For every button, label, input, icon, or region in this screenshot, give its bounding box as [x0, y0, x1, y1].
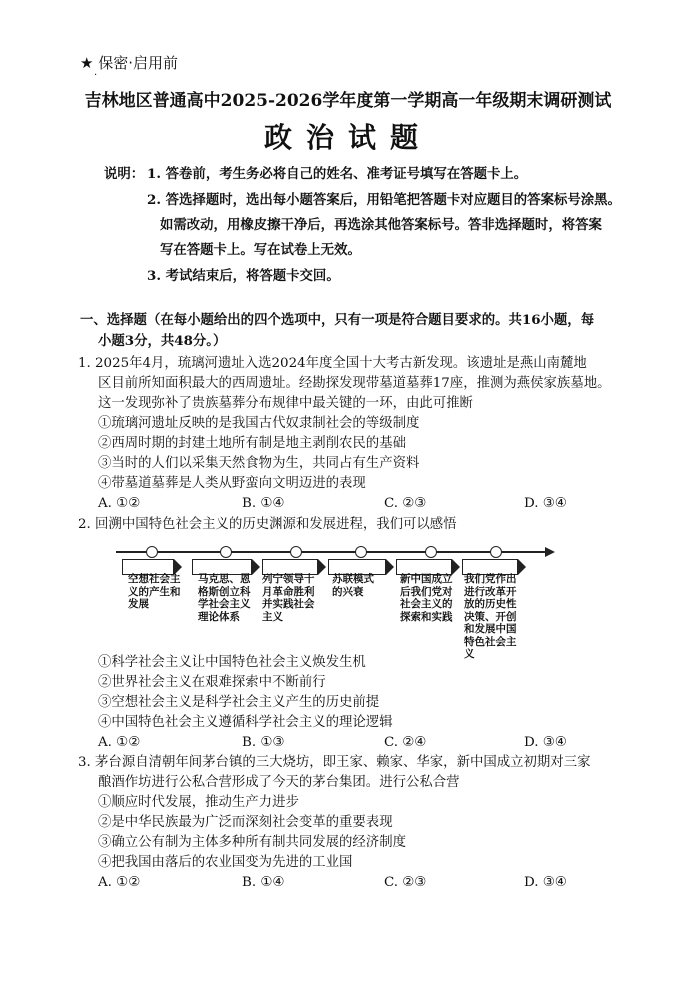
q2-statement: ①科学社会主义让中国特色社会主义焕发生机: [98, 655, 366, 670]
q1-stem-line: 1. 2025年4月，琉璃河遗址入选2024年度全国十大考古新发现。该遗址是燕山南麓地: [78, 356, 587, 371]
q1-stem-line: 这一发现弥补了贵族墓葬分布规律中最关键的一环，由此可推断: [98, 396, 473, 411]
instruction-item: 2. 答选择题时，选出每小题答案后，用铅笔把答题卡对应题目的答案标号涂黑。: [147, 192, 621, 208]
timeline-node: [290, 546, 302, 558]
q2-statement: ②世界社会主义在艰难探索中不断前行: [98, 675, 326, 690]
instruction-item: 写在答题卡上。写在试卷上无效。: [160, 242, 361, 258]
q2-option-b: B. ①③: [242, 735, 285, 750]
section-heading: 一、选择题（在每小题给出的四个选项中，只有一项是符合题目要求的。共16小题，每: [80, 312, 595, 328]
timeline-label: 我们党作出进行改革开放的历史性决策、开创和发展中国特色社会主义: [464, 573, 517, 660]
instruction-item: 1. 答卷前，考生务必将自己的姓名、准考证号填写在答题卡上。: [147, 166, 528, 182]
q1-option-b: B. ①④: [242, 496, 285, 511]
q1-statement: ①琉璃河遗址反映的是我国古代奴隶制社会的等级制度: [98, 416, 420, 431]
instructions-label: 说明：: [104, 166, 145, 182]
q3-option-c: C. ②③: [384, 875, 427, 890]
timeline-label: 列宁领导十月革命胜利并实践社会主义: [262, 573, 315, 623]
timeline-label: 苏联模式的兴衰: [332, 573, 374, 598]
q3-option-a: A. ①②: [98, 875, 141, 890]
q3-stem-line: 3. 茅台源自清朝年间茅台镇的三大烧坊，即王家、赖家、华家，新中国成立初期对三家: [78, 755, 591, 770]
q2-statement: ④中国特色社会主义遵循科学社会主义的理论逻辑: [98, 715, 393, 730]
q1-statement: ②西周时期的封建土地所有制是地主剥削农民的基础: [98, 436, 406, 451]
q3-statement: ①顺应时代发展，推动生产力进步: [98, 795, 299, 810]
section-heading-cont: 小题3分，共48分。）: [98, 333, 227, 349]
timeline-label: 新中国成立后我们党对社会主义的探索和实践: [400, 573, 453, 623]
decorative-dot: ·: [94, 70, 98, 81]
subject-title: 政治试题: [263, 121, 432, 154]
q1-option-c: C. ②③: [384, 496, 427, 511]
timeline-label: 空想社会主义的产生和发展: [128, 573, 181, 610]
q1-statement: ③当时的人们以采集天然食物为生，共同占有生产资料: [98, 456, 420, 471]
q2-stem: 2. 回溯中国特色社会主义的历史渊源和发展进程，我们可以感悟: [78, 517, 457, 532]
q1-statement: ④带墓道墓葬是人类从野蛮向文明迈进的表现: [98, 476, 366, 491]
timeline-node: [220, 546, 232, 558]
q2-option-a: A. ①②: [98, 735, 141, 750]
q1-option-d: D. ③④: [524, 496, 567, 511]
instruction-item: 3. 考试结束后，将答题卡交回。: [147, 268, 340, 284]
q3-statement: ④把我国由落后的农业国变为先进的工业国: [98, 855, 353, 870]
q3-option-b: B. ①④: [242, 875, 285, 890]
timeline-label: 马克思、恩格斯创立科学社会主义理论体系: [198, 573, 251, 623]
confidential-mark: ★ 保密·启用前: [80, 54, 178, 72]
q3-statement: ③确立公有制为主体多种所有制共同发展的经济制度: [98, 835, 406, 850]
timeline-node: [355, 546, 367, 558]
q2-option-c: C. ②④: [384, 735, 427, 750]
instruction-item: 如需改动，用橡皮擦干净后，再选涂其他答案标号。答非选择题时，将答案: [160, 217, 602, 233]
q3-stem-line: 酿酒作坊进行公私合营形成了今天的茅台集团。进行公私合营: [98, 775, 460, 790]
timeline-node: [425, 546, 437, 558]
timeline-axis: [116, 551, 548, 553]
q1-stem-line: 区目前所知面积最大的西周遗址。经勘探发现带墓道墓葬17座，推测为燕侯家族墓地。: [98, 376, 611, 391]
q3-statement: ②是中华民族最为广泛而深刻社会变革的重要表现: [98, 815, 393, 830]
q3-option-d: D. ③④: [524, 875, 567, 890]
timeline-arrow-icon: [545, 547, 555, 557]
q2-option-d: D. ③④: [524, 735, 567, 750]
exam-header-title: 吉林地区普通高中2025-2026学年度第一学期高一年级期末调研测试: [84, 91, 612, 111]
timeline-node: [490, 546, 502, 558]
q1-option-a: A. ①②: [98, 496, 141, 511]
timeline-node: [146, 546, 158, 558]
q2-statement: ③空想社会主义是科学社会主义产生的历史前提: [98, 695, 380, 710]
